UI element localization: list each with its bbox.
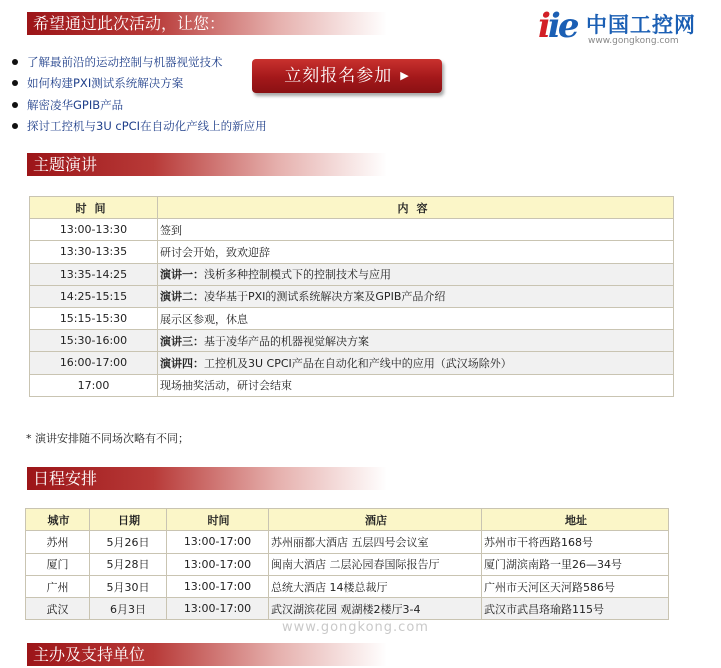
time-cell: 15:15-15:30	[30, 307, 158, 329]
time-cell: 13:00-17:00	[167, 531, 269, 553]
table-row	[30, 241, 674, 263]
table-row	[30, 307, 674, 329]
column-header-address: 地址	[482, 509, 669, 531]
table-row	[30, 330, 674, 352]
content-cell: 演讲二：凌华基于PXI的测试系统解决方案及GPIB产品介绍	[158, 285, 674, 307]
column-header-hotel: 酒店	[269, 509, 482, 531]
date-cell: 5月28日	[90, 553, 167, 575]
table-header-row	[30, 197, 674, 219]
arrow-right-icon: ▶	[400, 69, 410, 82]
logo-name: 中国工控网	[586, 13, 696, 37]
table-row	[30, 352, 674, 374]
gongkong-logo[interactable]	[536, 6, 716, 50]
agenda-title: 主题演讲	[27, 153, 387, 176]
time-cell: 13:30-13:35	[30, 241, 158, 263]
time-cell: 15:30-16:00	[30, 330, 158, 352]
time-cell: 16:00-17:00	[30, 352, 158, 374]
date-cell: 6月3日	[90, 598, 167, 620]
address-cell: 武汉市武昌珞瑜路115号	[482, 598, 669, 620]
benefit-item[interactable]: 如何构建PXI测试系统解决方案	[12, 74, 267, 95]
schedule-table	[25, 508, 669, 620]
schedule-title: 日程安排	[27, 467, 387, 490]
hotel-cell: 苏州丽都大酒店 五层四号会议室	[269, 531, 482, 553]
intro-title: 希望通过此次活动，让您：	[27, 12, 387, 35]
city-cell: 苏州	[26, 531, 90, 553]
content-cell: 演讲四：工控机及3U CPCI产品在自动化和产线中的应用（武汉场除外）	[158, 352, 674, 374]
city-cell: 厦门	[26, 553, 90, 575]
time-cell: 14:25-15:15	[30, 285, 158, 307]
time-cell: 13:35-14:25	[30, 263, 158, 285]
column-header-time: 时间	[167, 509, 269, 531]
logo-url: www.gongkong.com	[588, 36, 679, 46]
city-cell: 广州	[26, 575, 90, 597]
content-cell: 研讨会开始，致欢迎辞	[158, 241, 674, 263]
city-cell: 武汉	[26, 598, 90, 620]
content-cell: 演讲三：基于凌华产品的机器视觉解决方案	[158, 330, 674, 352]
watermark: www.gongkong.com	[282, 620, 429, 635]
benefit-list	[12, 53, 267, 138]
hotel-cell: 武汉湖滨花园 观湖楼2楼厅3-4	[269, 598, 482, 620]
table-row	[26, 531, 669, 553]
table-row	[26, 598, 669, 620]
content-cell: 演讲一：浅析多种控制模式下的控制技术与应用	[158, 263, 674, 285]
table-row	[30, 285, 674, 307]
column-header-time: 时间	[30, 197, 158, 219]
table-row	[30, 263, 674, 285]
address-cell: 厦门湖滨南路一里26—34号	[482, 553, 669, 575]
agenda-table	[29, 196, 674, 397]
benefit-item[interactable]: 了解最前沿的运动控制与机器视觉技术	[12, 53, 267, 74]
signup-button[interactable]	[252, 59, 442, 93]
column-header-city: 城市	[26, 509, 90, 531]
table-row	[26, 553, 669, 575]
time-cell: 13:00-17:00	[167, 575, 269, 597]
time-cell: 13:00-13:30	[30, 219, 158, 241]
time-cell: 17:00	[30, 374, 158, 396]
time-cell: 13:00-17:00	[167, 598, 269, 620]
benefit-item[interactable]: 解密凌华GPIB产品	[12, 96, 267, 117]
date-cell: 5月26日	[90, 531, 167, 553]
table-row	[26, 575, 669, 597]
benefit-item[interactable]: 探讨工控机与3U cPCI在自动化产线上的新应用	[12, 117, 267, 138]
content-cell: 展示区参观，休息	[158, 307, 674, 329]
hotel-cell: 闽南大酒店 二层沁园春国际报告厅	[269, 553, 482, 575]
sponsors-title: 主办及支持单位	[27, 643, 387, 666]
content-cell: 现场抽奖活动，研讨会结束	[158, 374, 674, 396]
table-header-row	[26, 509, 669, 531]
date-cell: 5月30日	[90, 575, 167, 597]
hotel-cell: 总统大酒店 14楼总裁厅	[269, 575, 482, 597]
agenda-note: * 演讲安排随不同场次略有不同；	[26, 432, 189, 445]
ie-logo-icon: iie	[538, 6, 577, 46]
table-row	[30, 219, 674, 241]
table-row	[30, 374, 674, 396]
column-header-date: 日期	[90, 509, 167, 531]
column-header-content: 内容	[158, 197, 674, 219]
time-cell: 13:00-17:00	[167, 553, 269, 575]
content-cell: 签到	[158, 219, 674, 241]
address-cell: 广州市天河区天河路586号	[482, 575, 669, 597]
signup-label: 立刻报名参加	[284, 66, 393, 86]
address-cell: 苏州市干将西路168号	[482, 531, 669, 553]
